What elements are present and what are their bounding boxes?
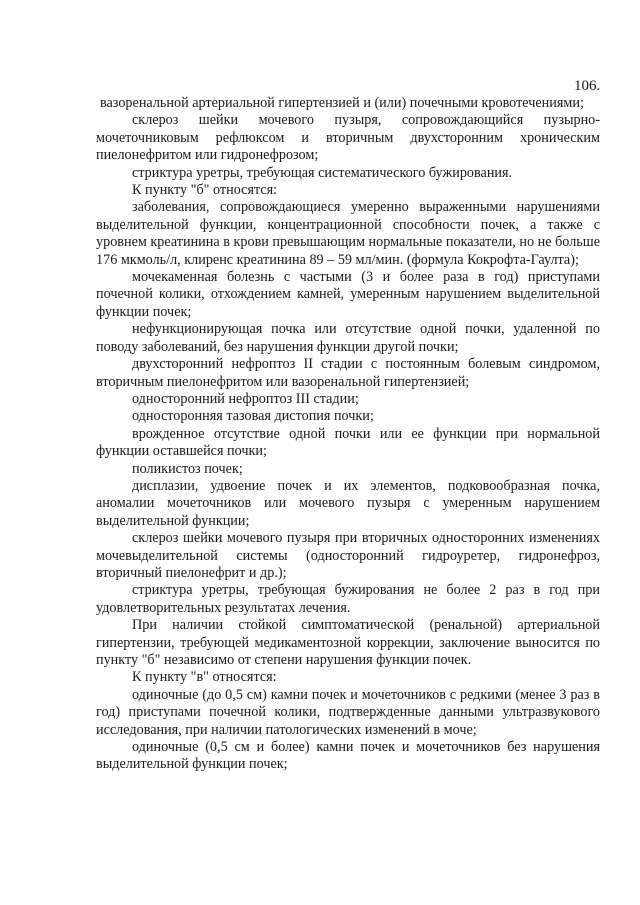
paragraph: склероз шейки мочевого пузыря при вторичных односторонних изменениях мочевыделительной системы (односторонний гидроуретер, гидронефроз, вторичный пиелонефрит и др.); <box>96 530 600 581</box>
paragraph: врожденное отсутствие одной почки или ее функции при нормальной функции оставшейся почки; <box>96 425 600 460</box>
paragraph: односторонний нефроптоз III стадии; <box>132 390 359 407</box>
paragraph: К пункту "в" относятся: <box>132 669 277 686</box>
paragraph: К пункту "б" относятся: <box>132 182 278 199</box>
paragraph: одиночные (0,5 см и более) камни почек и мочеточников без нарушения выделительной функции почек; <box>96 739 600 773</box>
paragraph: одиночные (до 0,5 см) камни почек и мочеточников с редкими (менее 3 раз в год) приступами почечной колики, подтвержденные данными ультразвукового исследования, при наличии патологических изменений в моче; <box>96 686 600 738</box>
paragraph: двухсторонний нефроптоз II стадии с постоянным болевым синдромом, вторичным пиелонефритом или вазоренальной гипертензией; <box>96 356 600 390</box>
document-body <box>96 95 600 774</box>
paragraph: вазоренальной артериальной гипертензией и (или) почечными кровотечениями; <box>100 95 584 111</box>
paragraph: стриктура уретры, требующая бужирования не более 2 раз в год при удовлетворительных результатах лечения. <box>96 582 600 616</box>
paragraph: стриктура уретры, требующая систематического бужирования. <box>132 164 513 181</box>
paragraph: мочекаменная болезнь с частыми (3 и более раза в год) приступами почечной колики, отхождением камней, умеренным нарушением выделительной функции почек; <box>96 269 600 320</box>
paragraph: односторонняя тазовая дистопия почки; <box>132 408 374 425</box>
page-number: 106. <box>574 78 601 94</box>
paragraph: склероз шейки мочевого пузыря, сопровождающийся пузырно-мочеточниковым рефлюксом и вторичным двухсторонним хроническим пиелонефритом или гидронефрозом; <box>96 112 600 164</box>
paragraph: дисплазии, удвоение почек и их элементов, подковообразная почка, аномалии мочеточников или мочевого пузыря с умеренным нарушением выделительной функции; <box>96 477 600 529</box>
paragraph: поликистоз почек; <box>132 460 243 477</box>
paragraph: При наличии стойкой симптоматической (ренальной) артериальной гипертензии, требующей медикаментозной коррекции, заключение выносится по пункту "б" независимо от степени нарушения функции почек. <box>96 617 600 668</box>
paragraph: нефункционирующая почка или отсутствие одной почки, удаленной по поводу заболеваний, без нарушения функции другой почки; <box>96 321 600 355</box>
paragraph: заболевания, сопровождающиеся умеренно выраженными нарушениями выделительной функции, концентрационной способности почек, а также с уровнем креатинина в крови превышающим нормальные показатели, но не больше 176 мкмоль/л, клиренс креатинина 89 – 59 мл/мин. (формула Кокрофта-Гаулта); <box>96 199 600 268</box>
